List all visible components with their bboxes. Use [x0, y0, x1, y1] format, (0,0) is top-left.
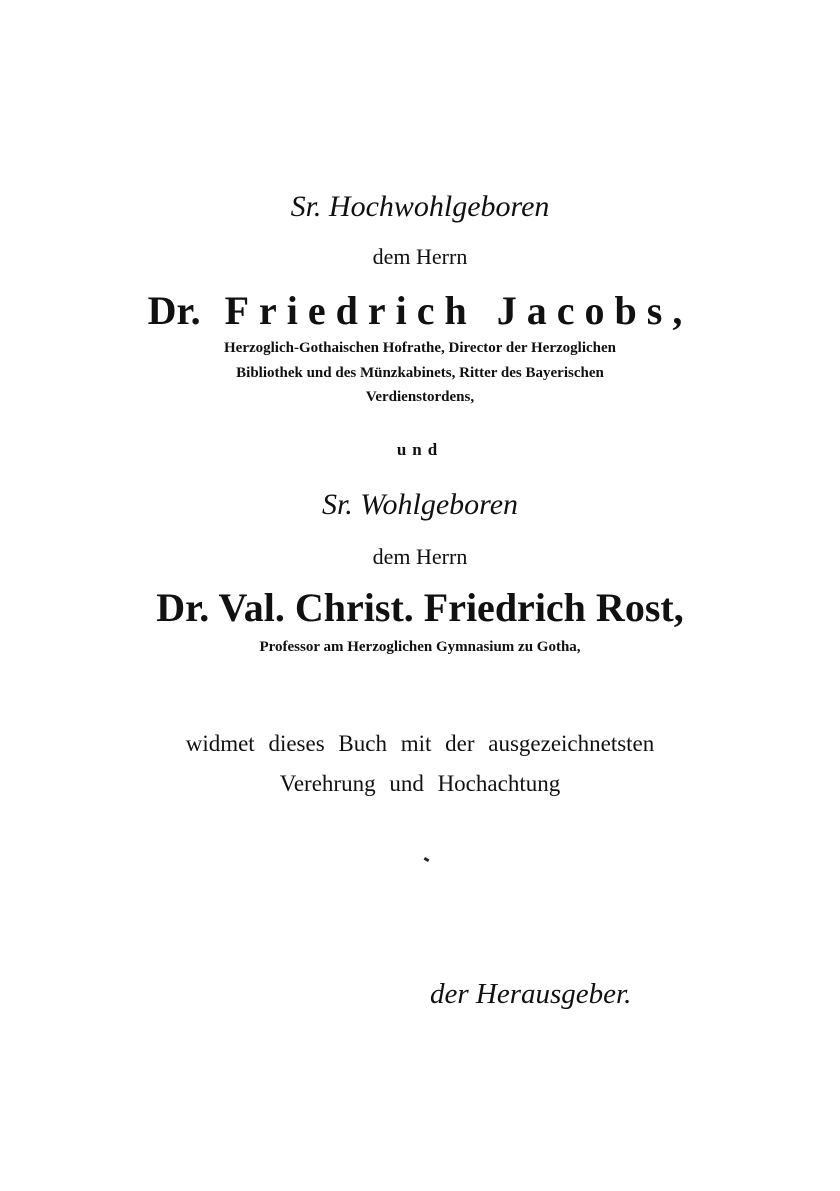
recipient-2-honorific: Sr. Wohlgeboren: [321, 488, 519, 521]
recipient-1-preface: dem Herrn: [372, 244, 468, 269]
recipient-2-titles-line-1: Professor am Herzoglichen Gymnasium zu Gotha,: [259, 639, 581, 655]
recipient-2-preface: dem Herrn: [372, 544, 468, 569]
recipient-1-titles-line-3: Verdienstordens,: [365, 389, 475, 405]
recipient-1-name: Friedrich Jacobs,: [224, 288, 693, 333]
recipient-1-name-line: [0, 287, 840, 334]
conjunction: und: [396, 440, 444, 459]
ink-speck: [424, 857, 430, 862]
signature: der Herausgeber.: [430, 978, 632, 1010]
recipient-1-honorific: Sr. Hochwohlgeboren: [290, 190, 550, 223]
recipient-1-titles-line-1: Herzoglich-Gothaischen Hofrathe, Director der Herzoglichen: [224, 340, 616, 356]
recipient-2-name: Dr. Val. Christ. Friedrich Rost,: [156, 585, 684, 630]
recipient-1-titles-line-2: Bibliothek und des Münzkabinets, Ritter des Bayerischen: [236, 365, 604, 381]
recipient-1-name-title: Dr.: [147, 288, 201, 333]
dedication-text-line-2: Verehrung und Hochachtung: [279, 771, 561, 796]
dedication-text-line-1: widmet dieses Buch mit der ausgezeichnetsten: [185, 731, 655, 756]
